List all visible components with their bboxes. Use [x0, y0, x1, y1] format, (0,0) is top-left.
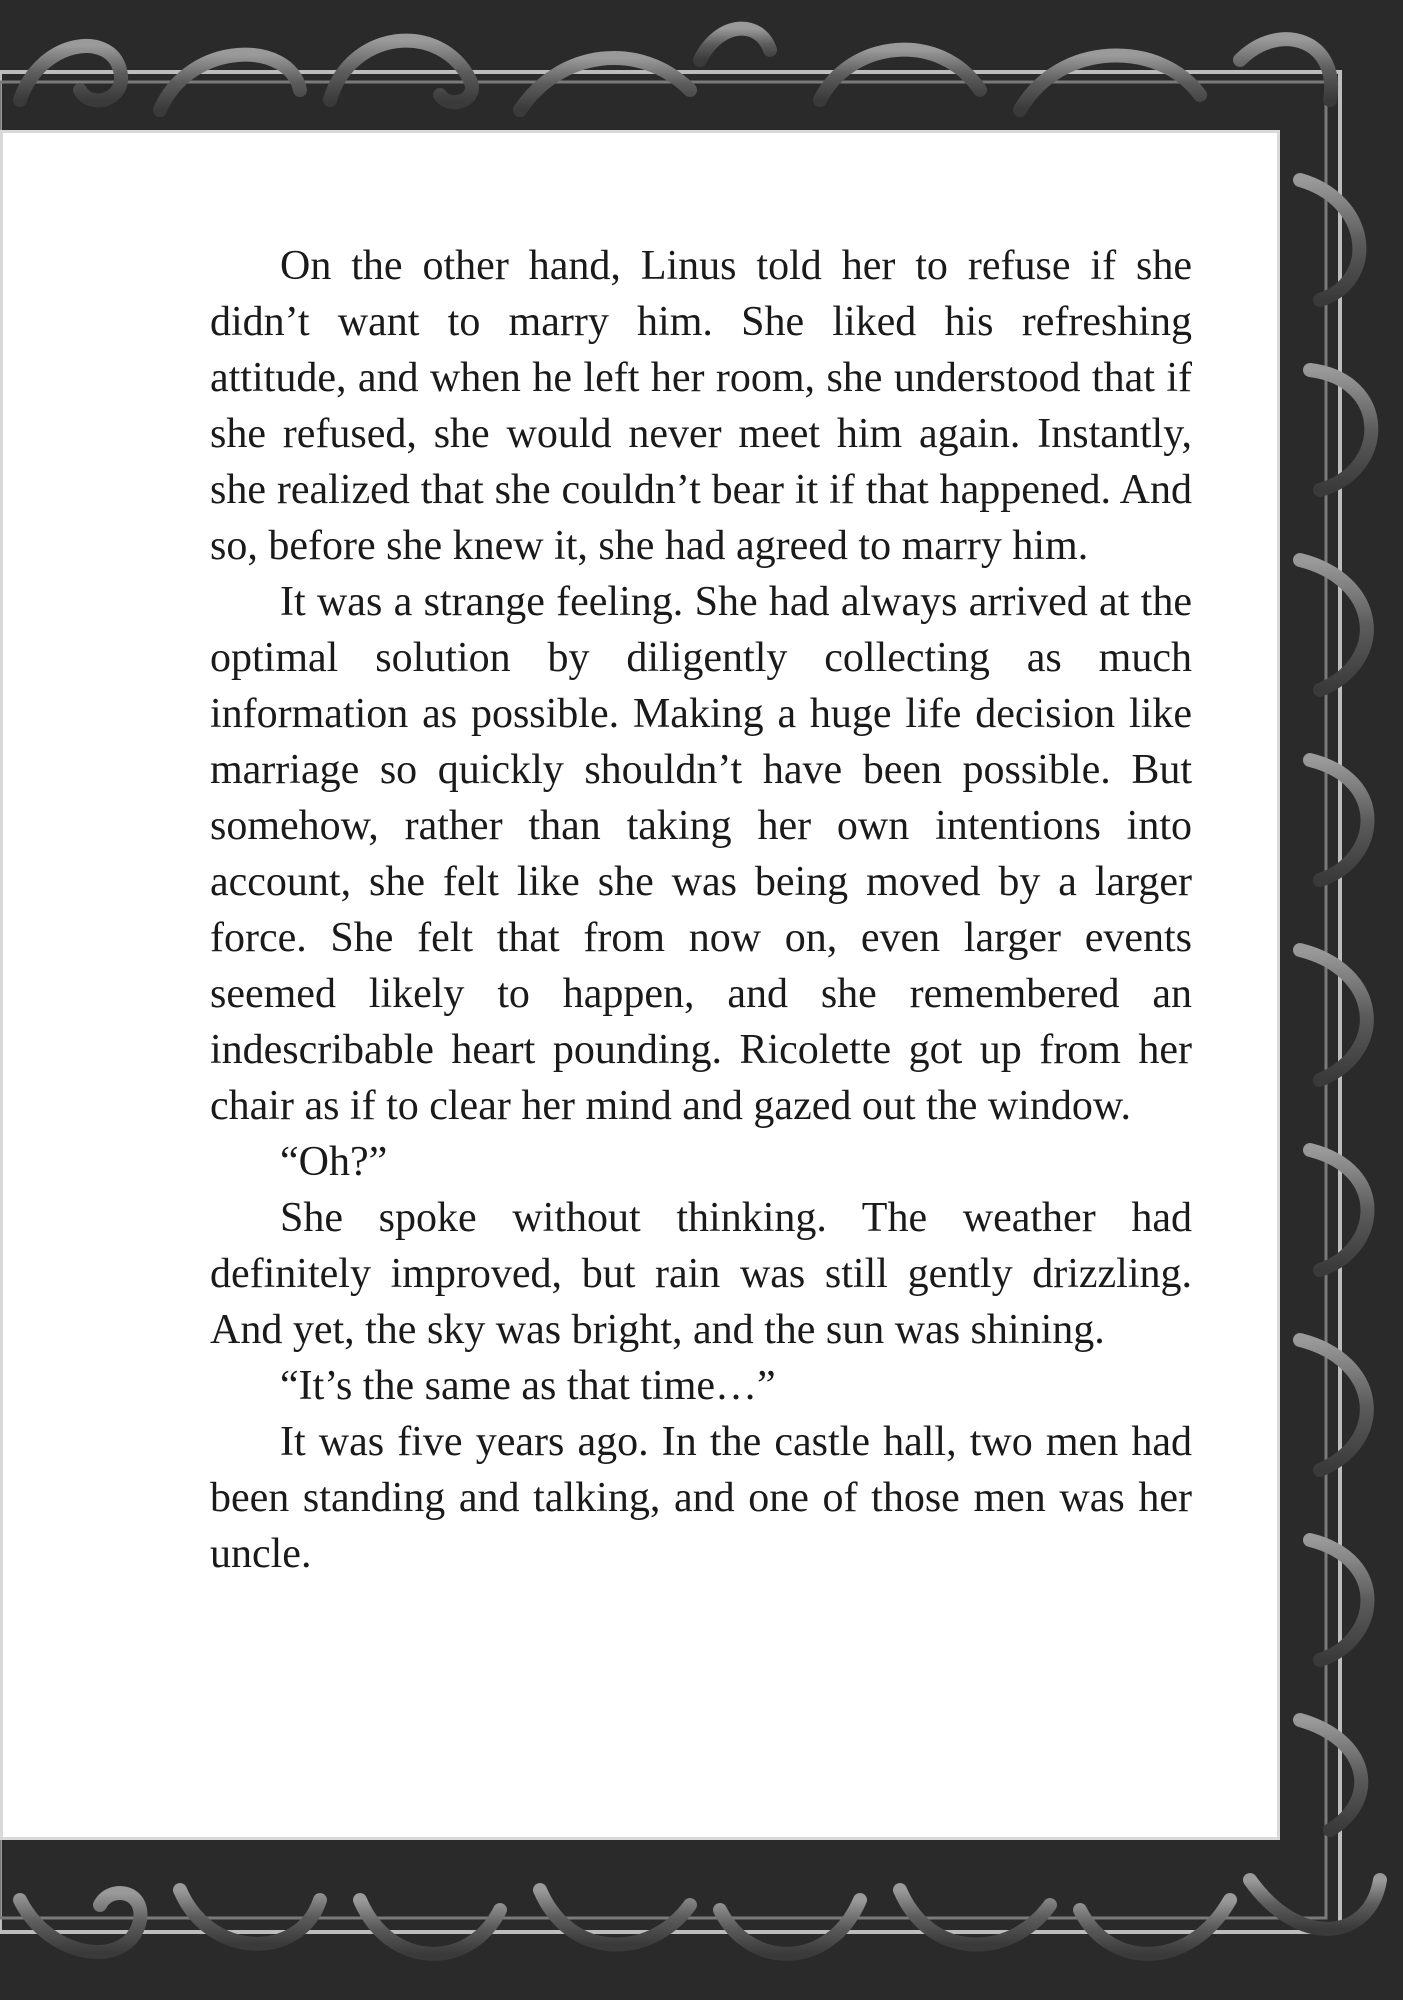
paragraph: It was a strange feeling. She had always arrived at the optimal solution by diligently collecting as much information as possible. Making a huge life decision like marriage so quickly shouldn’t have been possible. But somehow, rather than taking her own intentions into account, she felt like she was being moved by a larger force. She felt that from now on, even larger events seemed likely to happen, and she remembered an indescribable heart pounding. Ricolette got up from her chair as if to clear her mind and gazed out the window. [210, 579, 1192, 1129]
dialogue-line: “It’s the same as that time…” [280, 1363, 776, 1409]
paragraph: On the other hand, Linus told her to refuse if she didn’t want to marry him. She liked his refreshing attitude, and when he left her room, she understood that if she refused, she would never meet him again. Instantly, she realized that she couldn’t bear it if that happened. And so, before she knew it, she had agreed to marry him. [210, 243, 1192, 569]
dialogue-line: “Oh?” [280, 1139, 388, 1185]
paragraph: She spoke without thinking. The weather had definitely improved, but rain was still gently drizzling. And yet, the sky was bright, and the sun was shining. [210, 1195, 1192, 1353]
paragraph: It was five years ago. In the castle hall, two men had been standing and talking, and one of those men was her uncle. [210, 1419, 1192, 1577]
story-text [210, 238, 1192, 1582]
